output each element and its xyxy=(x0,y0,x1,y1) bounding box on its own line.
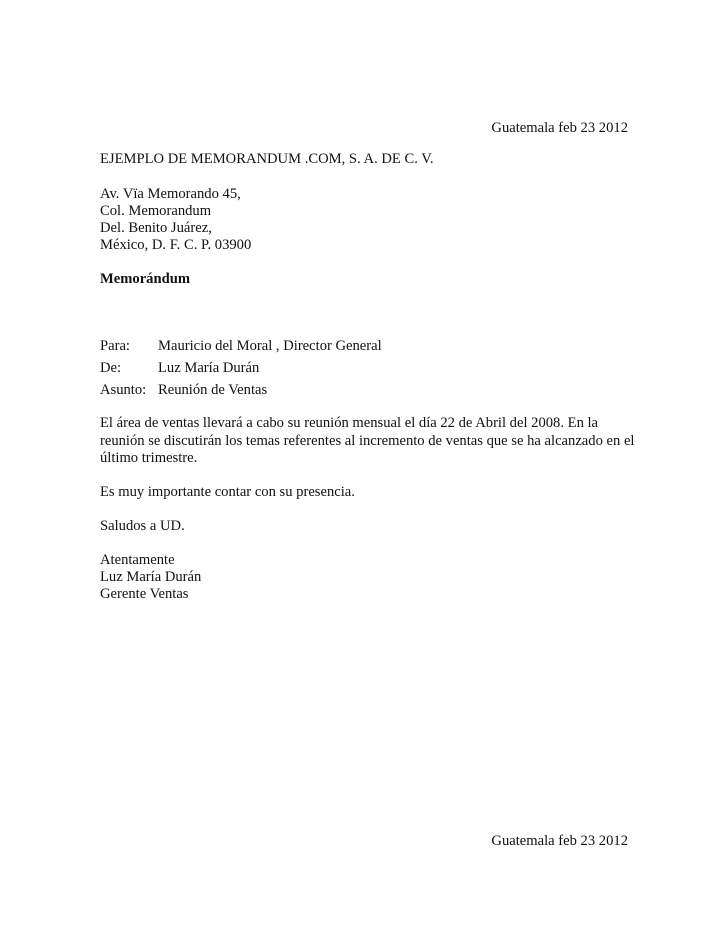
signature-name: Luz María Durán xyxy=(100,569,202,585)
address-line: Col. Memorandum xyxy=(100,203,212,219)
greeting: Saludos a UD. xyxy=(100,518,185,534)
field-de xyxy=(100,360,259,377)
signature-position: Gerente Ventas xyxy=(100,586,189,602)
field-value: Reunión de Ventas xyxy=(158,382,268,398)
field-para xyxy=(100,338,382,355)
address-line: México, D. F. C. P. 03900 xyxy=(100,237,252,253)
body-paragraph: Es muy importante contar con su presencia. xyxy=(100,484,355,500)
field-value: Luz María Durán xyxy=(158,360,260,376)
body-paragraph: El área de ventas llevará a cabo su reunión mensual el día 22 de Abril del 2008. En la reunión se discutirán los temas referentes al incremento de ventas que se ha alcanzado en el último trimestre. xyxy=(100,415,635,466)
footer-date: Guatemala feb 23 2012 xyxy=(491,833,628,849)
field-label: Asunto: xyxy=(100,382,147,398)
field-label: Para: xyxy=(100,338,130,354)
field-asunto xyxy=(100,382,267,399)
address-line: Del. Benito Juárez, xyxy=(100,220,212,236)
closing: Atentamente xyxy=(100,552,175,568)
header-date: Guatemala feb 23 2012 xyxy=(491,120,628,136)
address-line: Av. Vïa Memorando 45, xyxy=(100,186,241,202)
field-label: De: xyxy=(100,360,122,376)
company-name: EJEMPLO DE MEMORANDUM .COM, S. A. DE C. V. xyxy=(100,151,434,167)
memo-title: Memorándum xyxy=(100,271,190,287)
field-value: Mauricio del Moral , Director General xyxy=(158,338,382,354)
